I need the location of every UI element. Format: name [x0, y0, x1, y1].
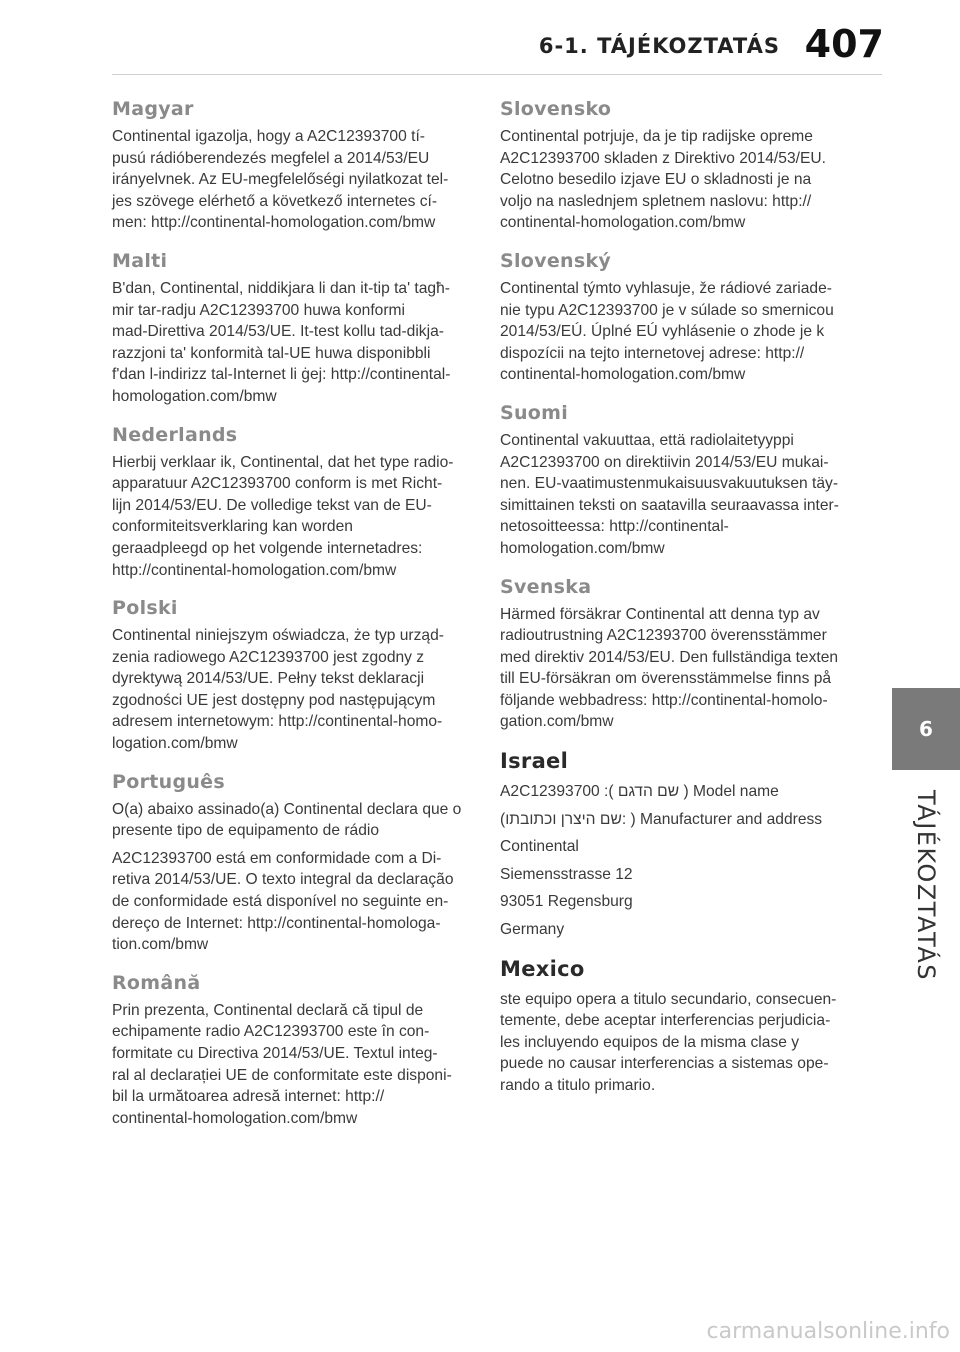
- header-rule: [112, 74, 882, 75]
- section-heading: Israel: [500, 749, 569, 774]
- right-column: [500, 98, 850, 1113]
- section-heading: Polski: [112, 597, 178, 620]
- section-heading: Suomi: [500, 401, 569, 424]
- section-text: Härmed försäkrar Continental att denna typ av radioutrustning A2C12393700 överensstämmer med direktiv 2014/53/EU. Den fullständiga texten till EU-försäkran om överensstämmelse finns på följande webbadress: http://continental-homolo- gation.com/bmw: [500, 605, 839, 731]
- israel-city: 93051 Regensburg: [500, 893, 633, 911]
- section-text: Prin prezenta, Continental declară că tipul de echipamente radio A2C12393700 este în con- formitate cu Directiva 2014/53/UE. Textul integ- ral al declarației UE de conformitate este disponi- bil la următoarea adresă internet: http:// continental-homologation.com/bmw: [112, 1001, 452, 1127]
- section-heading: Svenska: [500, 575, 592, 598]
- israel-street: Siemensstrasse 12: [500, 865, 633, 883]
- page-number: 407: [804, 22, 884, 66]
- section-text: O(a) abaixo assinado(a) Continental declara que o presente tipo de equipamento de rádio: [112, 800, 462, 840]
- section-israel: [500, 749, 850, 941]
- chapter-tab[interactable]: 6: [892, 688, 960, 770]
- section-mexico: [500, 957, 850, 1097]
- section-heading: Mexico: [500, 956, 585, 981]
- watermark: carmanualsonline.info: [706, 1319, 950, 1344]
- section-nederlands: [112, 424, 462, 582]
- section-text: Continental vakuuttaa, että radiolaitetyyppi A2C12393700 on direktiivin 2014/53/EU mukai- nen. EU-vaatimustenmukaisuusvakuutuksen täy- simittainen teksti on saatavilla seuraavassa inter- netosoitteessa: http://continental- homologation.com/bmw: [500, 431, 839, 557]
- section-slovensky: [500, 250, 850, 386]
- section-heading: Română: [112, 971, 201, 994]
- israel-model-name: A2C12393700 :( שם הדגם ) Model name: [500, 783, 779, 801]
- israel-country: Germany: [500, 921, 565, 939]
- section-magyar: [112, 98, 462, 234]
- section-heading: Slovensko: [500, 98, 612, 120]
- section-text: B'dan, Continental, niddikjara li dan it-tip ta' tagħ- mir tar-radju A2C12393700 huwa konformi mad-Direttiva 2014/53/UE. It-test kollu tad-dikja- razzjoni ta' konformità tal-UE huwa disponibbli f'dan l-indirizz tal-Internet li ġej: http://continental- homologation.com/bmw: [112, 279, 451, 405]
- section-heading: Magyar: [112, 98, 194, 120]
- section-heading: Português: [112, 770, 225, 793]
- section-heading: Slovenský: [500, 249, 612, 272]
- section-heading: Malti: [112, 249, 168, 272]
- section-svenska: [500, 576, 850, 734]
- section-text: Continental igazolja, hogy a A2C12393700 tí- pusú rádióberendezés megfelel a 2014/53/EU irányelvnek. Az EU-megfelelőségi nyilatkozat tel- jes szövege elérhető a következő internetes cí- men: http://continental-homologation.com/bmw: [112, 128, 449, 232]
- section-suomi: [500, 402, 850, 560]
- section-malti: [112, 250, 462, 408]
- chapter-label: TÁJÉKOZTATÁS: [912, 790, 940, 982]
- header-title: 6-1. TÁJÉKOZTATÁS: [538, 34, 780, 58]
- israel-manufacturer: (שם היצרן וכתובתו: ) Manufacturer and address: [500, 810, 823, 828]
- section-text: ste equipo opera a titulo secundario, consecuen- temente, debe aceptar interferencias perjudicia- les incluyendo equipos de la misma clase y puede no causar interferencias a sistemas ope- rando a titulo primario.: [500, 990, 837, 1094]
- section-text: Continental niniejszym oświadcza, że typ urząd- zenia radiowego A2C12393700 jest zgodny z dyrektywą 2014/53/UE. Pełny tekst deklaracji zgodności UE jest dostępny pod następującym adresem internetowym: http://continental-homo- logation.com/bmw: [112, 627, 444, 753]
- left-column: [112, 98, 462, 1145]
- section-slovensko: [500, 98, 850, 234]
- section-romana: [112, 972, 462, 1130]
- section-text: Continental potrjuje, da je tip radijske opreme A2C12393700 skladen z Direktivo 2014/53/EU. Celotno besedilo izjave EU o skladnosti je na voljo na naslednjem spletnem naslovu: http:// continental-homologation.com/bmw: [500, 128, 826, 232]
- section-text: Hierbij verklaar ik, Continental, dat het type radio- apparatuur A2C12393700 conform is met Richt- lijn 2014/53/EU. De volledige tekst van de EU- conformiteitsverklaring kan worden geraadpleegd op het volgende internetadres: http://continental-homologation.com/bmw: [112, 453, 454, 579]
- section-text: Continental týmto vyhlasuje, že rádiové zariade- nie typu A2C12393700 je v súlade so smernicou 2014/53/EÚ. Úplné EÚ vyhlásenie o zhode je k dispozícii na tejto internetovej adrese: http:// continental-homologation.com/bmw: [500, 279, 834, 384]
- section-heading: Nederlands: [112, 423, 238, 446]
- section-portugues: [112, 771, 462, 956]
- section-text-continued: A2C12393700 está em conformidade com a Di- retiva 2014/53/UE. O texto integral da declaração de conformidade está disponível no seguinte en- dereço de Internet: http://continental-homologa- tion.com/bmw: [112, 849, 454, 954]
- israel-company: Continental: [500, 838, 579, 856]
- section-polski: [112, 597, 462, 755]
